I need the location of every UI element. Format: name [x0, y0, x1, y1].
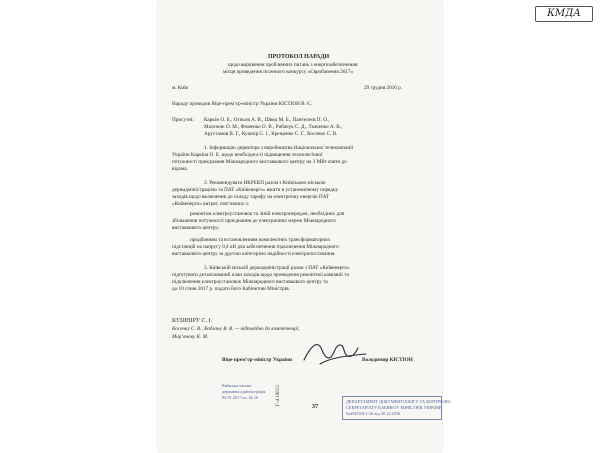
stamp-left-line: державна адміністрація	[222, 389, 266, 394]
stamp-left-line: 03.01.2017 вх. № 10	[222, 395, 259, 400]
item-2-line: «Київенерго» витрат, пов’язаних з:	[172, 201, 250, 207]
item-1-line: потужності приєднання Міжнародного виставкового центру на 3 МВт взяти до	[172, 159, 347, 165]
distribution-line-2: Косенку С. В., Кобзану В. В. — відповідно до компетенції,	[172, 326, 300, 332]
item-2-line: виставкового центру за другою категорією надійності електропостачання.	[172, 251, 336, 257]
item-3-line: до 10 січня 2017 р. подати його Кабінетові Міністрів.	[172, 286, 290, 292]
document-place: м. Київ	[172, 85, 189, 91]
stamp-right-line: №49255/0/1-16 від 30.12.2016	[346, 411, 401, 416]
item-2-line: придбанням та встановленням комплектних трансформаторних	[190, 237, 331, 243]
item-2-line: ремонтом електроустановок та ліній електропередачі, необхідних для	[190, 211, 345, 217]
document-title: ПРОТОКОЛ НАРАДИ	[268, 54, 330, 60]
present-line-1: Каркін О. Е., Огиьов А. В., Швед М. Б., Пантелеєв П. О.,	[204, 117, 330, 123]
present-line-3: Арустамов В. Г., Кушнір С. І., Крещенко С. Г., Косенко С. В.	[204, 131, 338, 137]
registration-stamp-left	[222, 384, 292, 404]
item-2-line: 2. Рекомендувати НКРЕКП разом з Київською міською	[204, 180, 326, 186]
distribution-line-1: КУШНІРУ С. І.	[172, 318, 212, 324]
item-2-line: заходів щодо включення до складу тарифу на електричну енергію ПАТ	[172, 194, 330, 200]
document-date: 29 грудня 2016 р.	[364, 85, 403, 91]
item-1-line: відома.	[172, 166, 188, 172]
chaired-by: Нараду проводив Віце-прем’єр-міністр України КІСТІОН В. Є.	[172, 101, 312, 107]
item-1-line: України Каркіна О. Е. щодо необхідності підвищення технологічної	[172, 152, 323, 158]
handwritten-mark	[535, 6, 593, 22]
item-2-line: виставкового центру;	[172, 225, 220, 231]
item-3-line: підключення електроустановок Міжнародного виставкового центру та	[172, 279, 328, 285]
item-3-line: підготувати деталізований план заходів щодо проведення ремонтної кампанії та	[172, 272, 349, 278]
stamp-left-line: Київська міська	[222, 383, 251, 388]
item-3-line: 3. Київській міській держадміністрації разом з ПАТ «Київенерго»	[204, 265, 350, 271]
side-number: Г-4 10613	[276, 385, 281, 406]
signatory-name: Володимир КІСТІОН	[362, 357, 413, 363]
handwritten-signature	[300, 336, 370, 370]
document-subtitle-line-1: щодо вирішення проблемних питань з енергозабезпечення	[228, 62, 358, 68]
item-2-line: держадміністрацією та ПАТ «Київенерго» вжити в установленому порядку	[172, 187, 339, 193]
item-2-line: підстанцій на напругу 0,4 кВ для забезпечення підключення Міжнародного	[172, 244, 339, 250]
present-label: Присутні:	[172, 117, 194, 123]
handwritten-mark-text: КМДА	[547, 8, 581, 19]
present-line-2: Малєжик О. М., Фоменко О. В., Рибачук С. Д., Ткаченко А. В.,	[204, 124, 343, 130]
item-1-line: 1. Інформацію директора з виробництва Національної телекомпанії	[204, 145, 354, 151]
page-number: 37	[312, 404, 318, 410]
stamp-right-line: СЕКРЕТАРІАТУ КАБІНЕТУ МІНІСТРІВ УКРАЇНИ	[346, 405, 443, 410]
item-2-line: збільшення потужності приєднання до електричних мереж Міжнародного	[172, 218, 337, 224]
document-subtitle-line-2: місця проведення пісенного конкурсу «Євробачення 2017»	[223, 69, 354, 75]
distribution-line-3: Мар’янову К. М.	[172, 334, 209, 340]
stamp-right-line: ДЕПАРТАМЕНТ ДОКУМЕНТООБІГУ ТА КОНТРОЛЮ	[346, 399, 451, 404]
registration-stamp-right	[342, 396, 451, 420]
signatory-title: Віце-прем’єр-міністр України	[222, 357, 292, 363]
